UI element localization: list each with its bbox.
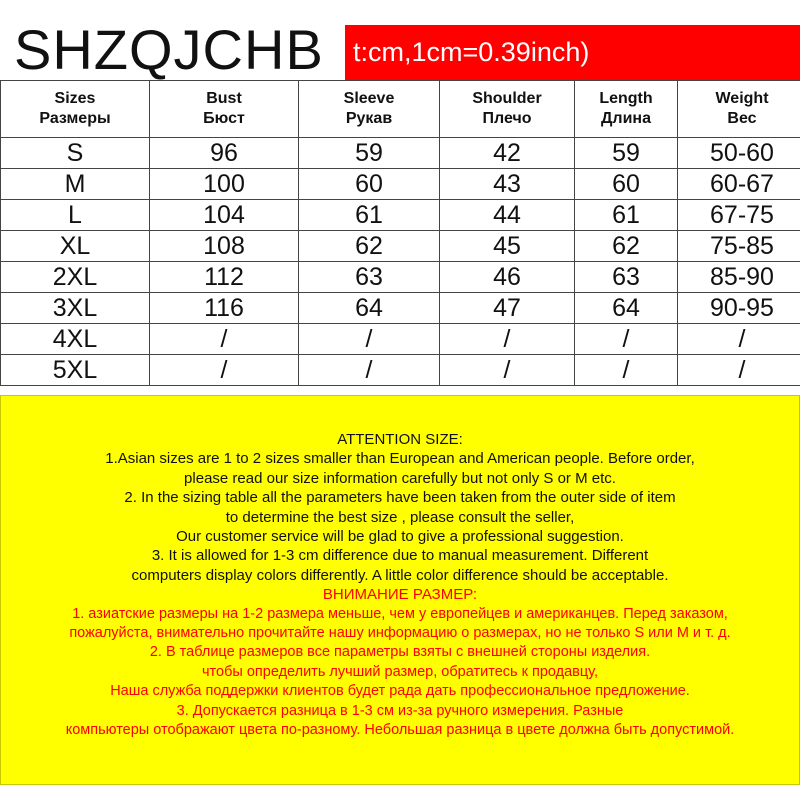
brand-watermark: SHZQJCHB xyxy=(12,18,330,82)
col-header-length: Length Длина xyxy=(575,81,678,138)
unit-note-banner xyxy=(345,25,800,80)
cell-sleeve: 62 xyxy=(299,231,440,262)
notice-title-ru: ВНИМАНИЕ РАЗМЕР: xyxy=(322,586,478,604)
cell-length: 61 xyxy=(575,200,678,231)
size-chart-body xyxy=(1,138,800,386)
cell-length: 60 xyxy=(575,169,678,200)
cell-sleeve: 63 xyxy=(299,262,440,293)
cell-sleeve: 64 xyxy=(299,293,440,324)
notice-line-en: Our customer service will be glad to give a professional suggestion. xyxy=(176,528,624,546)
table-row xyxy=(1,262,800,293)
cell-length: / xyxy=(575,324,678,355)
table-row xyxy=(1,200,800,231)
notice-line-ru: компьютеры отображают цвета по-разному. Небольшая разница в цвете должна быть допустимой. xyxy=(65,722,735,739)
cell-bust: 112 xyxy=(150,262,299,293)
cell-shoulder: / xyxy=(440,324,575,355)
cell-shoulder: 43 xyxy=(440,169,575,200)
notice-line-ru: Наша служба поддержки клиентов будет рада дать профессиональное предложение. xyxy=(110,683,690,700)
cell-length: / xyxy=(575,355,678,386)
russian-notice xyxy=(1,585,799,740)
notice-line-ru: чтобы определить лучший размер, обратитесь к продавцу, xyxy=(202,663,598,680)
table-row xyxy=(1,324,800,355)
header-row xyxy=(1,81,800,138)
notice-line-en: 2. In the sizing table all the parameters have been taken from the outer side of item xyxy=(124,489,676,507)
table-row xyxy=(1,293,800,324)
notice-line-en: 3. It is allowed for 1-3 cm difference due to manual measurement. Different xyxy=(151,547,649,565)
cell-shoulder: 42 xyxy=(440,138,575,169)
cell-size: 5XL xyxy=(1,355,150,386)
cell-sleeve: 60 xyxy=(299,169,440,200)
table-row xyxy=(1,169,800,200)
cell-bust: 108 xyxy=(150,231,299,262)
notice-line-ru: 2. В таблице размеров все параметры взяты с внешней стороны изделия. xyxy=(149,644,651,661)
size-attention-notice xyxy=(0,395,800,785)
cell-length: 64 xyxy=(575,293,678,324)
cell-size: S xyxy=(1,138,150,169)
cell-shoulder: / xyxy=(440,355,575,386)
notice-line-en: 1.Asian sizes are 1 to 2 sizes smaller than European and American people. Before order, xyxy=(105,450,695,468)
table-row xyxy=(1,355,800,386)
cell-bust: 104 xyxy=(150,200,299,231)
cell-bust: 96 xyxy=(150,138,299,169)
cell-sleeve: / xyxy=(299,324,440,355)
cell-weight: / xyxy=(678,324,800,355)
cell-size: L xyxy=(1,200,150,231)
table-row xyxy=(1,231,800,262)
col-header-sizes: Sizes Размеры xyxy=(1,81,150,138)
col-header-sleeve: Sleeve Рукав xyxy=(299,81,440,138)
notice-title-en: ATTENTION SIZE: xyxy=(337,431,463,448)
cell-shoulder: 44 xyxy=(440,200,575,231)
cell-shoulder: 47 xyxy=(440,293,575,324)
cell-shoulder: 46 xyxy=(440,262,575,293)
cell-size: 2XL xyxy=(1,262,150,293)
cell-sleeve: 61 xyxy=(299,200,440,231)
cell-weight: 67-75 xyxy=(678,200,800,231)
cell-shoulder: 45 xyxy=(440,231,575,262)
cell-sleeve: 59 xyxy=(299,138,440,169)
size-chart-table xyxy=(0,80,800,386)
cell-bust: / xyxy=(150,355,299,386)
unit-note-text: t:cm,1cm=0.39inch) xyxy=(353,37,590,67)
cell-length: 59 xyxy=(575,138,678,169)
cell-length: 63 xyxy=(575,262,678,293)
cell-weight: 50-60 xyxy=(678,138,800,169)
cell-size: M xyxy=(1,169,150,200)
size-chart-header xyxy=(1,81,800,138)
cell-bust: 100 xyxy=(150,169,299,200)
notice-line-en: computers display colors differently. A little color difference should be acceptable. xyxy=(131,566,669,584)
notice-line-en: to determine the best size , please consult the seller, xyxy=(225,508,575,526)
cell-bust: 116 xyxy=(150,293,299,324)
notice-line-en: please read our size information carefully but not only S or M etc. xyxy=(184,469,616,487)
col-header-weight: Weight Вес xyxy=(678,81,800,138)
english-notice xyxy=(1,430,799,585)
cell-weight: 60-67 xyxy=(678,169,800,200)
col-header-shoulder: Shoulder Плечо xyxy=(440,81,575,138)
cell-sleeve: / xyxy=(299,355,440,386)
notice-line-ru: 3. Допускается разница в 1-3 см из-за ручного измерения. Разные xyxy=(176,702,624,719)
cell-size: XL xyxy=(1,231,150,262)
table-row xyxy=(1,138,800,169)
notice-line-ru: 1. азиатские размеры на 1-2 размера меньше, чем у европейцев и американцев. Перед заказом, xyxy=(72,605,728,622)
col-header-bust: Bust Бюст xyxy=(150,81,299,138)
cell-weight: 90-95 xyxy=(678,293,800,324)
cell-weight: / xyxy=(678,355,800,386)
cell-bust: / xyxy=(150,324,299,355)
cell-size: 3XL xyxy=(1,293,150,324)
cell-weight: 75-85 xyxy=(678,231,800,262)
cell-size: 4XL xyxy=(1,324,150,355)
cell-weight: 85-90 xyxy=(678,262,800,293)
cell-length: 62 xyxy=(575,231,678,262)
notice-line-ru: пожалуйста, внимательно прочитайте нашу информацию о размерах, но не только S или M и т. д. xyxy=(69,625,731,642)
